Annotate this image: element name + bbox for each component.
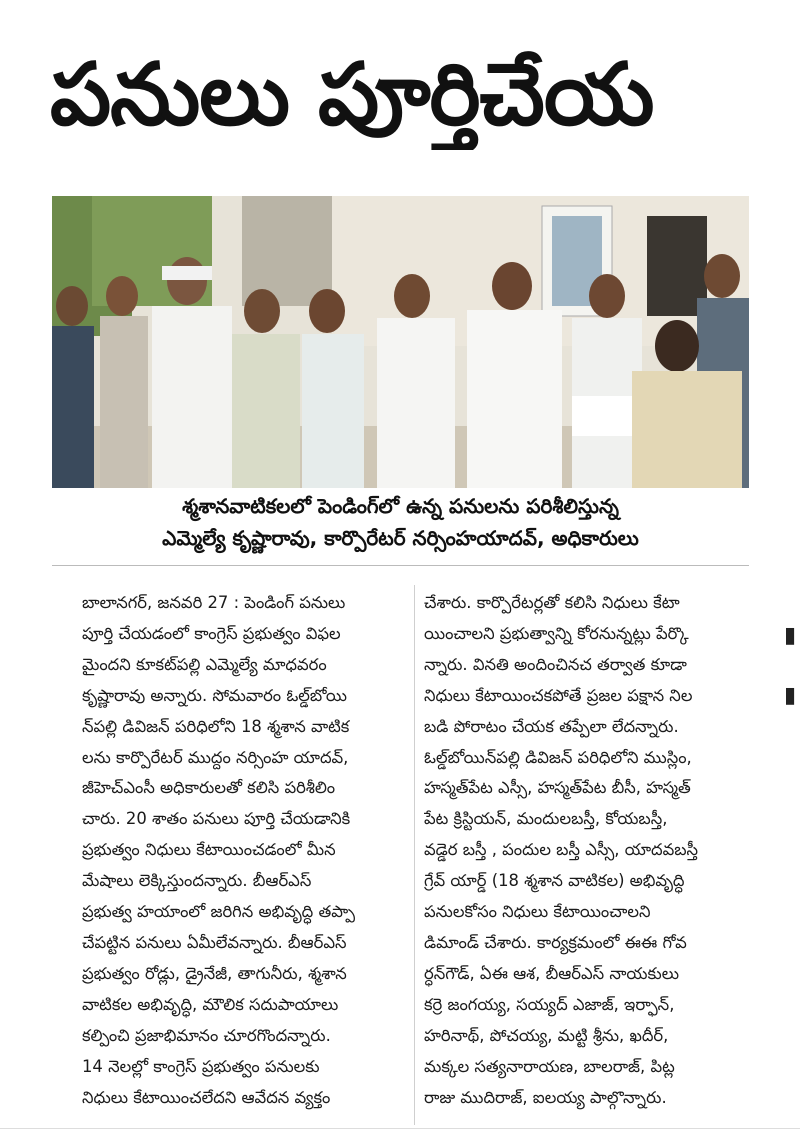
article-line: నిధులు కేటాయించకపోతే ప్రజల పక్షాన నిల (424, 685, 693, 705)
article-line: రాజు ముదిరాజ్, ఐలయ్య పాల్గొన్నారు. (424, 1087, 667, 1107)
article-line: బడి పోరాటం చేయక తప్పేలా లేదన్నారు. (424, 716, 679, 736)
article-line: చారు. 20 శాతం పనులు పూర్తి చేయడానికి (82, 809, 351, 829)
article-line: చేపట్టిన పనులు ఏమీలేవన్నారు. బీఆర్ఎస్ (82, 932, 347, 952)
article-line: పేట క్రిస్టియన్, మందులబస్తీ, కోయబస్తీ, (424, 809, 668, 829)
article-line: యించాలని ప్రభుత్వాన్ని కోరనున్నట్లు పేర్కొ (424, 623, 689, 643)
headline: పనులు పూర్తిచేయ (50, 45, 654, 145)
article-line: వడ్డెర బస్తీ , పందుల బస్తీ ఎస్సీ, యాదవబస్తీ (424, 840, 699, 860)
article-line: ఓల్డ్‌బోయిన్‌పల్లి డివిజన్ పరిధిలోని ముస్లిం, (424, 747, 692, 767)
article-line: 14 నెలల్లో కాంగ్రెస్ ప్రభుత్వం పనులకు (82, 1056, 320, 1076)
article-line: న్‌పల్లి డివిజన్ పరిధిలోని 18 శ్మశాన వాటిక (82, 716, 350, 736)
article-line: కృష్ణారావు అన్నారు. సోమవారం ఓల్డ్‌బోయి (82, 685, 348, 705)
caption-line-2: ఎమ్మెల్యే కృష్ణారావు, కార్పొరేటర్ నర్సింహయాదవ్, అధికారులు (162, 526, 639, 550)
divider (52, 565, 749, 566)
article-line: వాటికల అభివృద్ధి, మౌలిక సదుపాయాలు (82, 994, 339, 1014)
article-line: పనులకోసం నిధులు కేటాయించాలని (424, 902, 651, 922)
article-line: హరినాథ్, పోచయ్య, మట్టి శ్రీను, ఖదీర్, (424, 1025, 669, 1045)
article-line: బాలానగర్, జనవరి 27 : పెండింగ్ పనులు (82, 593, 346, 612)
article-line: మేషాలు లెక్కిస్తుందన్నారు. బీఆర్ఎస్ (82, 871, 312, 891)
article-line: గ్రేవ్ యార్డ్ (18 శ్మశాన వాటికల) అభివృద్ధి (424, 871, 685, 891)
article-line: డిమాండ్ చేశారు. కార్యక్రమంలో ఈఈ గోవ (424, 932, 687, 952)
article-line: ప్రభుత్వ హయాంలో జరిగిన అభివృద్ధి తప్పా (82, 902, 356, 922)
article-line: జీహెచ్ఎంసీ అధికారులతో కలిసి పరిశీలిం (82, 778, 336, 798)
article-line: మక్కల సత్యనారాయణ, బాలరాజ్, పిట్ల (424, 1056, 675, 1076)
article-line: ర్ధన్‌గౌడ్, ఏఈ ఆశ, బీఆర్ఎస్ నాయకులు (424, 963, 680, 983)
article-line: ప్రభుత్వం రోడ్లు, డ్రైనేజీ, తాగునీరు, శ్మశాన (82, 963, 347, 983)
article-column-2 (424, 588, 764, 1113)
adjacent-article-edge: ▮ ▮ (784, 623, 797, 708)
column-divider (414, 585, 415, 1125)
photo-caption (52, 490, 749, 554)
article-line: కల్పించి ప్రజాభిమానం చూరగొందన్నారు. (82, 1025, 331, 1045)
article-line: చేశారు. కార్పొరేటర్లతో కలిసి నిధులు కేటా (424, 593, 680, 612)
article-line: కర్రె జంగయ్య, సయ్యద్ ఎజాజ్, ఇర్ఫాన్, (424, 994, 675, 1014)
article-line: మైందని కూకట్‌పల్లి ఎమ్మెల్యే మాధవరం (82, 654, 327, 674)
article-line: లను కార్పొరేటర్ ముద్దం నర్సింహ యాదవ్, (82, 747, 349, 767)
article-line: న్నారు. వినతి అందించినచ తర్వాత కూడా (424, 654, 687, 674)
news-photo (52, 196, 749, 488)
article-line: హస్మత్‌పేట ఎస్సీ, హస్మత్‌పేట బీసీ, హస్మత్ (424, 778, 691, 798)
article-line: పూర్తి చేయడంలో కాంగ్రెస్ ప్రభుత్వం విఫల (82, 623, 341, 643)
article-line: నిధులు కేటాయించలేదని ఆవేదన వ్యక్తం (82, 1087, 331, 1107)
page-bottom-rule (0, 1128, 800, 1129)
caption-line-1: శ్మశానవాటికలలో పెండింగ్‌లో ఉన్న పనులను పరిశీలిస్తున్న (182, 494, 619, 518)
photo-scene (52, 196, 749, 488)
article-column-1 (82, 588, 406, 1113)
article-line: ప్రభుత్వం నిధులు కేటాయించడంలో మీన (82, 840, 336, 860)
